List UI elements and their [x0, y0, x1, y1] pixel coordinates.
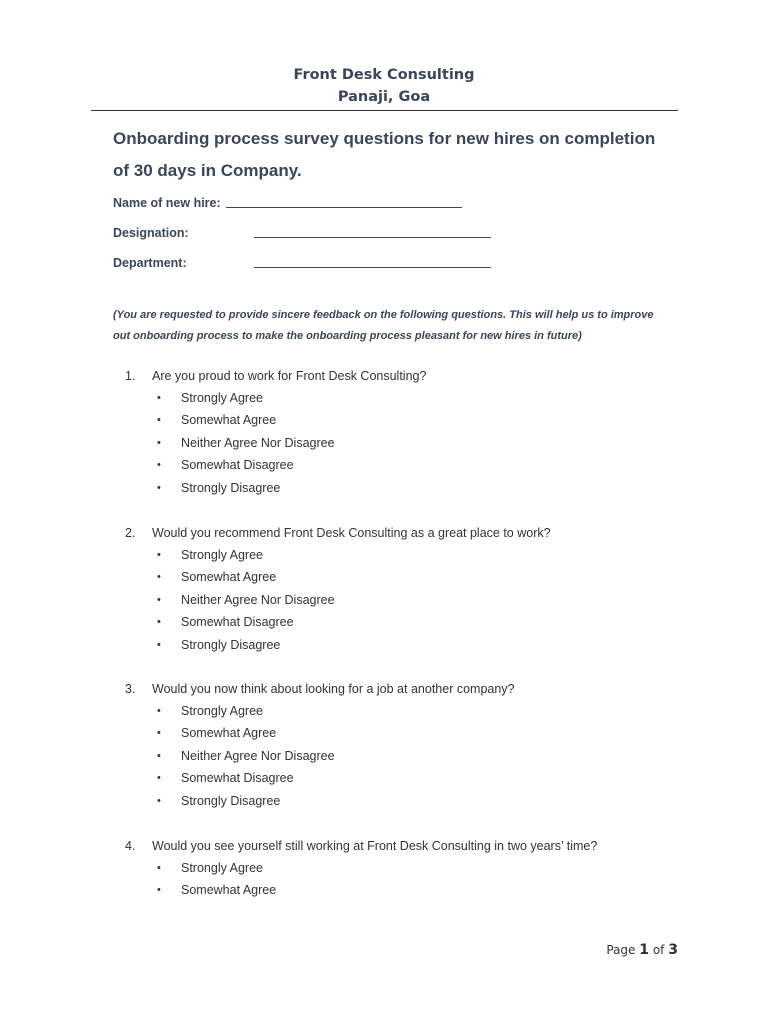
- current-page: 1: [639, 942, 650, 958]
- designation-field: [113, 225, 189, 241]
- designation-field-blank[interactable]: [254, 225, 491, 238]
- option-item[interactable]: [113, 544, 713, 566]
- bullet-icon: •: [157, 772, 161, 785]
- question-4-heading: [113, 835, 713, 857]
- department-field-blank[interactable]: [254, 255, 491, 268]
- survey-title-line-1: Onboarding process survey questions for new hires on completion: [113, 129, 656, 148]
- option-label: Strongly Agree: [181, 704, 263, 718]
- question-4: [113, 835, 713, 902]
- option-label: Neither Agree Nor Disagree: [181, 592, 335, 607]
- option-item[interactable]: [113, 589, 713, 611]
- name-field-blank[interactable]: [226, 195, 462, 208]
- option-label: Somewhat Disagree: [181, 771, 294, 786]
- option-label: Neither Agree Nor Disagree: [181, 435, 335, 450]
- question-2: [113, 522, 713, 656]
- bullet-icon: •: [157, 593, 161, 606]
- option-item[interactable]: [113, 857, 713, 879]
- bullet-icon: •: [157, 862, 161, 874]
- bullet-icon: •: [157, 436, 161, 449]
- option-label: Strongly Disagree: [181, 793, 281, 808]
- option-label: Neither Agree Nor Disagree: [181, 748, 335, 763]
- option-item[interactable]: [113, 634, 713, 656]
- survey-title: [113, 123, 693, 187]
- question-number: 2.: [125, 526, 136, 540]
- bullet-icon: •: [157, 705, 161, 717]
- option-item[interactable]: [113, 879, 713, 901]
- bullet-icon: •: [157, 481, 161, 494]
- question-3-heading: [113, 678, 713, 700]
- question-text: Would you recommend Front Desk Consulting as a great place to work?: [152, 526, 551, 540]
- question-text: Are you proud to work for Front Desk Consulting?: [152, 369, 427, 383]
- bullet-icon: •: [157, 638, 161, 651]
- question-2-heading: [113, 522, 713, 544]
- option-item[interactable]: [113, 700, 713, 722]
- option-label: Strongly Disagree: [181, 637, 281, 652]
- bullet-icon: •: [157, 794, 161, 807]
- option-item[interactable]: [113, 477, 713, 499]
- option-item[interactable]: [113, 722, 713, 744]
- question-text: Would you now think about looking for a job at another company?: [152, 682, 515, 696]
- feedback-note-line-1: (You are requested to provide sincere feedback on the following questions. This will help us to improve: [113, 309, 654, 321]
- of-word: of: [652, 943, 665, 957]
- bullet-icon: •: [157, 459, 161, 472]
- question-text: Would you see yourself still working at Front Desk Consulting in two years’ time?: [152, 839, 598, 853]
- option-item[interactable]: [113, 767, 713, 789]
- option-label: Strongly Agree: [181, 548, 263, 562]
- company-location: Panaji, Goa: [337, 89, 431, 105]
- option-item[interactable]: [113, 611, 713, 633]
- company-name: Front Desk Consulting: [293, 67, 475, 83]
- page-number: [606, 940, 678, 960]
- feedback-note-line-2: out onboarding process to make the onboarding process pleasant for new hires in future): [113, 330, 582, 342]
- bullet-icon: •: [157, 884, 161, 897]
- question-1-heading: [113, 365, 713, 387]
- name-field-label: Name of new hire:: [113, 196, 221, 210]
- option-item[interactable]: [113, 566, 713, 588]
- option-label: Somewhat Agree: [181, 726, 277, 741]
- option-label: Somewhat Agree: [181, 413, 277, 428]
- survey-title-line-2: of 30 days in Company.: [113, 161, 302, 180]
- option-item[interactable]: [113, 790, 713, 812]
- document-header: [0, 64, 768, 108]
- name-field: [113, 195, 221, 211]
- bullet-icon: •: [157, 414, 161, 427]
- bullet-icon: •: [157, 727, 161, 740]
- option-item[interactable]: [113, 745, 713, 767]
- question-1: [113, 365, 713, 499]
- question-number: 4.: [125, 839, 136, 853]
- bullet-icon: •: [157, 549, 161, 561]
- page-word: Page: [606, 943, 636, 957]
- header-divider: [91, 110, 678, 111]
- option-item[interactable]: [113, 432, 713, 454]
- option-item[interactable]: [113, 387, 713, 409]
- department-field-label: Department:: [113, 256, 187, 270]
- option-label: Somewhat Agree: [181, 570, 277, 585]
- bullet-icon: •: [157, 392, 161, 404]
- option-item[interactable]: [113, 409, 713, 431]
- bullet-icon: •: [157, 571, 161, 584]
- option-label: Strongly Agree: [181, 391, 263, 405]
- option-item[interactable]: [113, 454, 713, 476]
- designation-field-label: Designation:: [113, 226, 189, 240]
- feedback-note: [113, 305, 683, 347]
- bullet-icon: •: [157, 749, 161, 762]
- option-label: Somewhat Agree: [181, 883, 277, 898]
- total-pages: 3: [668, 942, 678, 958]
- question-number: 3.: [125, 682, 136, 696]
- question-number: 1.: [125, 369, 136, 383]
- option-label: Strongly Disagree: [181, 480, 281, 495]
- option-label: Somewhat Disagree: [181, 615, 294, 630]
- option-label: Somewhat Disagree: [181, 458, 294, 473]
- bullet-icon: •: [157, 616, 161, 629]
- option-label: Strongly Agree: [181, 861, 263, 875]
- department-field: [113, 255, 187, 271]
- question-3: [113, 678, 713, 812]
